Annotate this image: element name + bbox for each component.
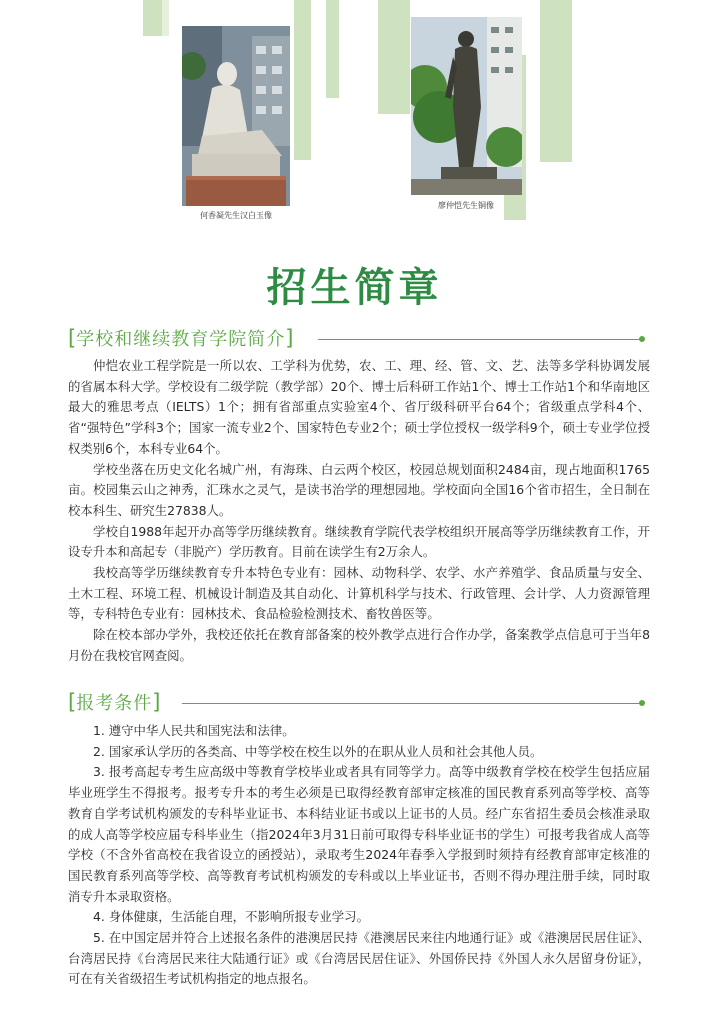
list-item: 1. 遵守中华人民共和国宪法和法律。 bbox=[93, 723, 295, 738]
statue-image bbox=[411, 17, 522, 195]
statue-photo-liao-zhongkai bbox=[411, 17, 522, 195]
section-heading-text: 报考条件 bbox=[76, 693, 153, 714]
decor-bar bbox=[326, 0, 339, 98]
section-heading-text: 学校和继续教育学院简介 bbox=[76, 329, 286, 350]
page-title: 招生简章 bbox=[266, 265, 443, 311]
bracket-right: ] bbox=[285, 326, 294, 350]
decor-bar bbox=[162, 0, 169, 36]
bracket-left: [ bbox=[68, 690, 77, 714]
photo-caption: 何香凝先生汉白玉像 bbox=[200, 211, 272, 220]
paragraph: 除在校本部办学外，我校还依托在教育部备案的校外教学点进行合作办学，备案教学点信息可于当年8月份在我校官网查阅。 bbox=[68, 627, 650, 663]
photo-caption: 廖仲恺先生铜像 bbox=[438, 201, 494, 210]
list-item: 5. 在中国定居并符合上述报名条件的港澳居民持《港澳居民来往内地通行证》或《港澳居民居住证》、台湾居民持《台湾居民来往大陆通行证》或《台湾居民居住证》、外国侨民持《外国人永久居留身份证》，可在有关省级招生考试机构指定的地点报名。 bbox=[68, 930, 650, 987]
bracket-left: [ bbox=[68, 326, 77, 350]
list-item: 3. 报考高起专考生应高级中等教育学校毕业或者具有同等学力。高等中级教育学校在校学生包括应届毕业班学生不得报考。报考专升本的考生必须是已取得经教育部审定核准的国民教育系列高等学校、高等教育自学考试机构颁发的专科毕业证书、本科结业证书或以上证书的人员。经广东省招生委员会核准录取的成人高等学校应届专科毕业生（指2024年3月31日前可取得专科毕业证书的学生）可报考我省成人高等学校（不含外省高校在我省设立的函授站），录取考生2024年春季入学报到时须持有经教育部审定核准的国民教育系列高等学校、高等教育考试机构颁发的专科或以上毕业证书，否则不得办理注册手续，同时取消专升本录取资格。 bbox=[68, 764, 650, 904]
list-item: 4. 身体健康，生活能自理，不影响所报专业学习。 bbox=[93, 909, 369, 925]
paragraph: 我校高等学历继续教育专升本特色专业有：园林、动物科学、农学、水产养殖学、食品质量与安全、土木工程、环境工程、机械设计制造及其自动化、计算机科学与技术、行政管理、会计学、人力资源管理等，专科特色专业有：园林技术、食品检验检测技术、畜牧兽医等。 bbox=[68, 565, 650, 622]
statue-image bbox=[182, 26, 290, 206]
paragraph: 仲恺农业工程学院是一所以农、工学科为优势，农、工、理、经、管、文、艺、法等多学科协调发展的省属本科大学。学校设有二级学院（教学部）20个、博士后科研工作站1个、博士工作站1个和华南地区最大的雅思考点（IELTS）1个；拥有省部重点实验室4个、省厅级科研平台64个；省级重点学科4个、省“强特色”学科3个；国家一流专业2个、国家特色专业2个；硕士学位授权一级学科9个，硕士专业学位授权类别6个，本科专业64个。 bbox=[68, 358, 650, 456]
decor-bar bbox=[143, 0, 163, 36]
section-heading-intro bbox=[68, 326, 293, 350]
section-divider-dot bbox=[639, 700, 645, 706]
statue-photo-he-xiangning bbox=[182, 26, 290, 206]
section-body-requirements bbox=[68, 721, 650, 990]
decor-bar bbox=[540, 0, 572, 162]
paragraph: 学校坐落在历史文化名城广州，有海珠、白云两个校区，校园总规划面积2484亩，现占地面积1765亩。校园集云山之神秀，汇珠水之灵气，是读书治学的理想园地。学校面向全国16个省市招生，全日制在校本科生、研究生27838人。 bbox=[68, 461, 650, 518]
paragraph: 学校自1988年起开办高等学历继续教育。继续教育学院代表学校组织开展高等学历继续教育工作，开设专升本和高起专（非脱产）学历教育。目前在读学生有2万余人。 bbox=[68, 523, 650, 560]
section-body-intro bbox=[68, 356, 650, 667]
decor-bar bbox=[294, 0, 311, 160]
list-item: 2. 国家承认学历的各类高、中等学校在校生以外的在职从业人员和社会其他人员。 bbox=[93, 743, 543, 759]
section-divider-dot bbox=[639, 336, 645, 342]
bracket-right: ] bbox=[152, 690, 161, 714]
decor-bar bbox=[378, 0, 410, 114]
section-heading-requirements bbox=[68, 690, 160, 714]
section-divider bbox=[182, 703, 642, 704]
section-divider bbox=[318, 339, 642, 340]
